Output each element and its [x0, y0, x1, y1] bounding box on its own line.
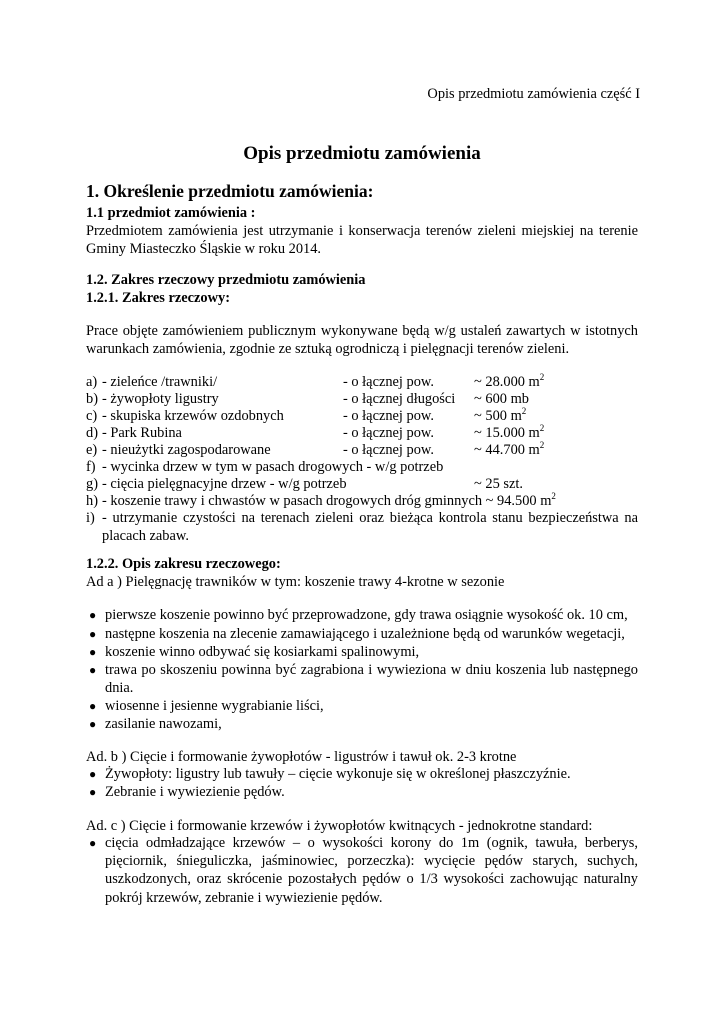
section-1-1-text: Przedmiotem zamówienia jest utrzymanie i konserwacja terenów zieleni miejskiej na terenie Gminy Miasteczko Śląskie w roku 2014. [86, 223, 638, 258]
list-item: pierwsze koszenie powinno być przeprowadzone, gdy trawa osiągnie wysokość ok. 10 cm, [105, 607, 628, 623]
list-item-label: g) [86, 476, 98, 492]
list-item: cięcia odmładzające krzewów – o wysokości korony do 1m (ognik, tawuła, berberys, pięciornik, śnieguliczka, jaśminowiec, porzeczka): wycięcie pędów starych, suchych, uszkodzonych, oraz skrócenie pozostałych pędów o 1/3 wysokości zachowując naturalny pokrój krzewów, zebranie i wywiezienie pędów. [105, 835, 638, 906]
list-item-value: ~ 25 szt. [474, 476, 523, 492]
list-item: zasilanie nawozami, [105, 716, 222, 732]
bullet-icon: ● [89, 785, 97, 799]
list-item-label: e) [86, 442, 98, 458]
ad-a-heading: Ad a ) Pielęgnację trawników w tym: koszenie trawy 4-krotne w sezonie [86, 574, 505, 590]
bullet-icon: ● [89, 767, 97, 781]
list-item-measure: - o łącznej pow. [343, 425, 434, 441]
list-item-value: ~ 600 mb [474, 391, 529, 407]
list-item-name: - wycinka drzew w tym w pasach drogowych - w/g potrzeb [102, 459, 444, 475]
section-1-2-2-heading: 1.2.2. Opis zakresu rzeczowego: [86, 556, 281, 572]
list-item-label: a) [86, 374, 98, 390]
list-item-name: - zieleńce /trawniki/ [102, 374, 218, 390]
list-item-measure: - o łącznej pow. [343, 442, 434, 458]
bullet-icon: ● [89, 627, 97, 641]
list-item-name: - cięcia pielęgnacyjne drzew - w/g potrzeb [102, 476, 347, 492]
list-item-measure: - o łącznej długości [343, 391, 456, 407]
list-item-measure: - o łącznej pow. [343, 408, 434, 424]
list-item: Żywopłoty: ligustry lub tawuły – cięcie wykonuje się w określonej płaszczyźnie. [105, 766, 571, 782]
list-item-value: ~ 44.700 $m^2$ [474, 440, 545, 458]
list-item: następne koszenia na zlecenie zamawiającego i uzależnione będą od warunków wegetacji, [105, 626, 625, 642]
list-item-name: - nieużytki zagospodarowane [102, 442, 271, 458]
section-1-heading: 1. Określenie przedmiotu zamówienia: [86, 181, 374, 201]
list-item-label: h) [86, 493, 98, 509]
bullet-icon: ● [89, 717, 97, 731]
list-item-name: - Park Rubina [102, 425, 182, 441]
list-item-measure: - o łącznej pow. [343, 374, 434, 390]
bullet-icon: ● [89, 836, 97, 850]
list-item-name: - żywopłoty ligustry [102, 391, 219, 407]
bullet-icon: ● [89, 608, 97, 622]
bullet-icon: ● [89, 645, 97, 659]
list-item-name: - koszenie trawy i chwastów w pasach drogowych dróg gminnych ~ 94.500 $m^2$ [102, 491, 556, 509]
list-item: koszenie winno odbywać się kosiarkami spalinowymi, [105, 644, 420, 660]
section-1-2-1-text: Prace objęte zamówieniem publicznym wykonywane będą w/g ustaleń zawartych w istotnych warunkach zamówienia, zgodnie ze sztuką ogrodniczą i pielęgnacji terenów zieleni. [86, 323, 638, 358]
list-item: Zebranie i wywiezienie pędów. [105, 784, 285, 800]
page-title: Opis przedmiotu zamówienia [243, 143, 481, 164]
list-item-value: ~ 500 $m^2$ [474, 406, 527, 424]
list-item-name: - utrzymanie czystości na terenach zieleni oraz bieżąca kontrola stanu bezpieczeństwa na placach zabaw. [102, 510, 638, 545]
section-1-2-1-heading: 1.2.1. Zakres rzeczowy: [86, 290, 230, 306]
list-item: wiosenne i jesienne wygrabianie liści, [105, 698, 324, 714]
list-item-label: d) [86, 425, 98, 441]
list-item-label: i) [86, 510, 95, 526]
list-item-value: ~ 15.000 $m^2$ [474, 423, 545, 441]
list-item-value: ~ 28.000 $m^2$ [474, 372, 545, 390]
bullet-icon: ● [89, 663, 97, 677]
list-item: trawa po skoszeniu powinna być zagrabiona i wywieziona w dniu koszenia lub następnego dnia. [105, 662, 638, 697]
section-1-2-heading: 1.2. Zakres rzeczowy przedmiotu zamówienia [86, 272, 366, 288]
list-item-label: f) [86, 459, 96, 475]
ad-c-heading: Ad. c ) Cięcie i formowanie krzewów i żywopłotów kwitnących - jednokrotne standard: [86, 818, 593, 834]
section-1-1-heading: 1.1 przedmiot zamówienia : [86, 205, 256, 221]
list-item-name: - skupiska krzewów ozdobnych [102, 408, 284, 424]
list-item-label: c) [86, 408, 98, 424]
list-item-label: b) [86, 391, 98, 407]
bullet-icon: ● [89, 699, 97, 713]
page-header: Opis przedmiotu zamówienia część I [427, 86, 640, 102]
ad-b-heading: Ad. b ) Cięcie i formowanie żywopłotów - ligustrów i tawuł ok. 2-3 krotne [86, 749, 517, 765]
